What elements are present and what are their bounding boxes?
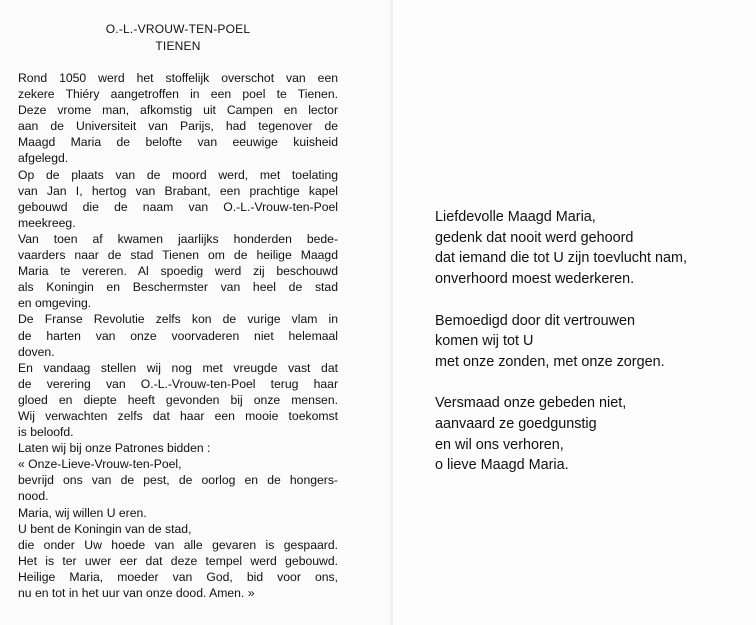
history-text [18, 70, 338, 601]
text-line: aan de Universiteit van Parijs, had tegenover de [18, 119, 338, 134]
text-line: die onder Uw hoede van alle gevaren is gespaard. [18, 537, 338, 552]
prayer-line: Bemoedigd door dit vertrouwen [435, 312, 635, 329]
text-line: van Jan I, hertog van Brabant, een prachtige kapel [18, 183, 338, 198]
text-line: Laten wij bij onze Patrones bidden : [18, 441, 211, 456]
prayer-line: met onze zonden, met onze zorgen. [435, 353, 665, 370]
text-line: vaarders naar de stad Tienen om de heilige Maagd [18, 248, 338, 263]
text-line: Maria, wij willen U eren. [18, 505, 147, 520]
text-line: de verering van O.-L.-Vrouw-ten-Poel terug haar [18, 376, 338, 391]
text-line: nu en tot in het uur van onze dood. Amen. » [18, 586, 255, 600]
prayer-line: o lieve Maagd Maria. [435, 457, 569, 474]
prayer-line: en wil ons verhoren, [435, 436, 564, 453]
text-line: « Onze-Lieve-Vrouw-ten-Poel, [18, 457, 182, 472]
prayer-text [435, 207, 755, 476]
text-line: doven. [18, 344, 55, 359]
text-line: gloed en diepte heeft gevonden bij onze mensen. [18, 392, 338, 407]
text-line: En vandaag stellen wij nog met vreugde vast dat [18, 360, 338, 375]
text-line: Wij verwachten zelfs dat haar een mooie toekomst [18, 408, 338, 423]
text-line: afgelegd. [18, 151, 69, 166]
text-line: bevrijd ons van de pest, de oorlog en de hongers- [18, 473, 338, 488]
text-line: U bent de Koningin van de stad, [18, 521, 192, 536]
prayer-line: onverhoord moest wederkeren. [435, 271, 635, 288]
page-title: O.-L.-VROUW-TEN-POEL [105, 22, 251, 36]
text-line: Het is ter uwer eer dat deze tempel werd gebouwd. [18, 553, 338, 568]
text-line: zekere Thiéry aangetroffen in een poel te Tienen. [18, 87, 338, 102]
text-line: de harten van onze voorvaderen niet helemaal [18, 328, 338, 343]
prayer-line: Versmaad onze gebeden niet, [435, 395, 627, 412]
text-line: Heilige Maria, moeder van God, bid voor ons, [18, 569, 338, 584]
prayer-line: aanvaard ze goedgunstig [435, 416, 597, 432]
text-line: Maria te vereren. Al spoedig werd zij beschouwd [18, 264, 338, 279]
page-fold [390, 0, 393, 625]
text-line: nood. [18, 489, 49, 504]
prayer-line: gedenk dat nooit werd gehoord [435, 229, 634, 246]
text-line: is beloofd. [18, 425, 74, 440]
page-subtitle: TIENEN [155, 39, 201, 53]
text-line: als Koningin en Beschermster van heel de stad [18, 280, 338, 295]
text-line: meekreeg. [18, 215, 76, 230]
stanza-gap [435, 373, 755, 394]
prayer-line: Liefdevolle Maagd Maria, [435, 209, 596, 225]
text-line: en omgeving. [18, 296, 92, 311]
text-line: Rond 1050 werd het stoffelijk overschot van een [18, 71, 338, 85]
prayer-line: dat iemand die tot U zijn toevlucht nam, [435, 250, 687, 267]
text-line: Van toen af kwamen jaarlijks honderden bede- [18, 231, 338, 246]
text-line: Deze vrome man, afkomstig uit Campen en lector [18, 103, 338, 118]
text-line: Op de plaats van de moord werd, met toelating [18, 167, 338, 182]
stanza-gap [435, 290, 755, 311]
text-line: Maagd Maria de belofte van eeuwige kuisheid [18, 135, 338, 150]
text-line: gebouwd die de naam van O.-L.-Vrouw-ten-Poel [18, 199, 338, 214]
text-line: De Franse Revolutie zelfs kon de vurige vlam in [18, 312, 338, 327]
prayer-line: komen wij tot U [435, 333, 534, 350]
